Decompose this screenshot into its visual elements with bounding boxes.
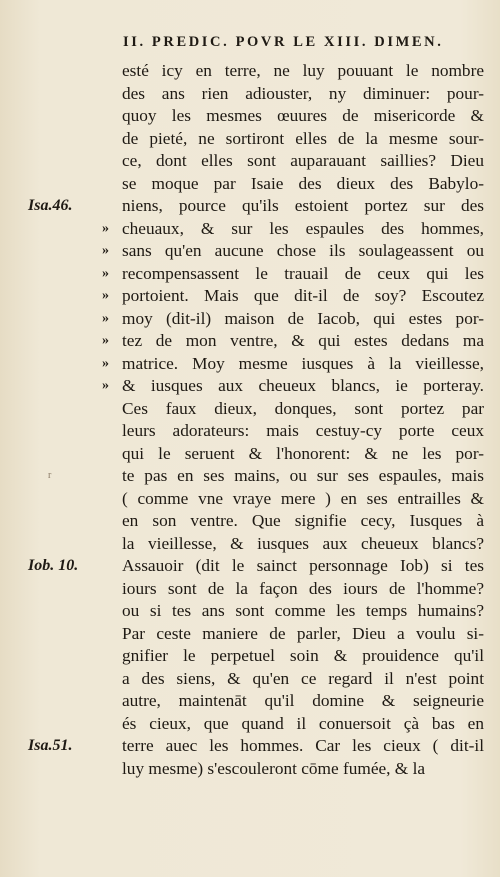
quotation-mark: » — [102, 310, 109, 326]
quotation-mark: » — [102, 243, 109, 258]
text-line: recompensassent le trauail de ceux qui les — [122, 263, 484, 283]
text-line: leurs adorateurs: mais cestuy-cy porte ceux — [122, 421, 484, 440]
quotation-mark: » — [102, 265, 109, 281]
text-line: Ces faux dieux, donques, sont portez par — [122, 398, 484, 418]
text-line: esté icy en terre, ne luy pouuant le nombre — [122, 61, 484, 80]
quotation-mark: » — [102, 333, 109, 348]
text-line: de pieté, ne sortiront elles de la mesme sour- — [122, 128, 484, 148]
text-line: se moque par Isaie des dieux des Babylo- — [122, 173, 484, 193]
text-line: portoient. Mais que dit-il de soy? Escoutez — [122, 286, 484, 305]
text-line: sans qu'en aucune chose ils soulageassent ou — [122, 241, 484, 260]
text-line: luy mesme) s'escouleront cōme fumée, & la — [122, 758, 426, 778]
text-line: & iusques aux cheueux blancs, ie porteray. — [122, 376, 484, 395]
text-line: ce, dont elles sont auparauant saillies? Dieu — [122, 151, 484, 170]
text-line: ( comme vne vraye mere ) en ses entrailles & — [122, 488, 484, 508]
text-line: quoy les mesmes œuures de misericorde & — [122, 106, 484, 125]
text-line: Assauoir (dit le sainct personnage Iob) si tes — [122, 556, 484, 575]
margin-reference: Isa.46. — [28, 197, 73, 214]
text-line: la vieillesse, & iusques aux cheueux blancs? — [122, 533, 484, 553]
text-line: ou si tes ans sont comme les temps humains? — [122, 601, 484, 620]
text-line: autre, maintenāt qu'il domine & seigneurie — [122, 691, 484, 710]
text-line: en son ventre. Que signifie cecy, Iusques à — [122, 511, 484, 530]
text-line: terre auec les hommes. Car les cieux ( dit-il — [122, 736, 484, 755]
text-line: tez de mon ventre, & qui estes dedans ma — [122, 331, 484, 350]
text-line: des ans rien adiouster, ny diminuer: pour- — [122, 83, 484, 103]
quotation-mark: » — [102, 378, 109, 393]
margin-reference: Iob. 10. — [28, 557, 79, 574]
text-line: a des siens, & qu'en ce regard il n'est point — [122, 668, 484, 688]
quotation-mark: » — [102, 355, 109, 371]
margin-reference: Isa.51. — [28, 737, 73, 754]
text-line: iours sont de la façon des iours de l'homme? — [122, 578, 484, 598]
main-text-block — [122, 60, 484, 780]
text-line: gnifier le perpetuel soin & prouidence qu'il — [122, 646, 484, 665]
text-line: te pas en ses mains, ou sur ses espaules, mais — [122, 466, 484, 485]
text-line: qui le seruent & l'honorent: & ne les por- — [122, 443, 484, 463]
text-line: matrice. Moy mesme iusques à la vieillesse, — [122, 353, 484, 373]
text-line: moy (dit-il) maison de Iacob, qui estes por- — [122, 308, 484, 328]
running-header: II. PREDIC. POVR LE XIII. DIMEN. — [123, 34, 444, 50]
text-line: niens, pource qu'ils estoient portez sur des — [122, 196, 484, 215]
text-line: cheuaux, & sur les espaules des hommes, — [122, 218, 484, 238]
margin-mark: r — [48, 470, 52, 481]
text-line: és cieux, que quand il conuersoit çà bas en — [122, 713, 484, 733]
text-line: Par ceste maniere de parler, Dieu a voulu si- — [122, 623, 484, 643]
quotation-mark: » — [102, 288, 109, 303]
quotation-mark: » — [102, 220, 109, 236]
